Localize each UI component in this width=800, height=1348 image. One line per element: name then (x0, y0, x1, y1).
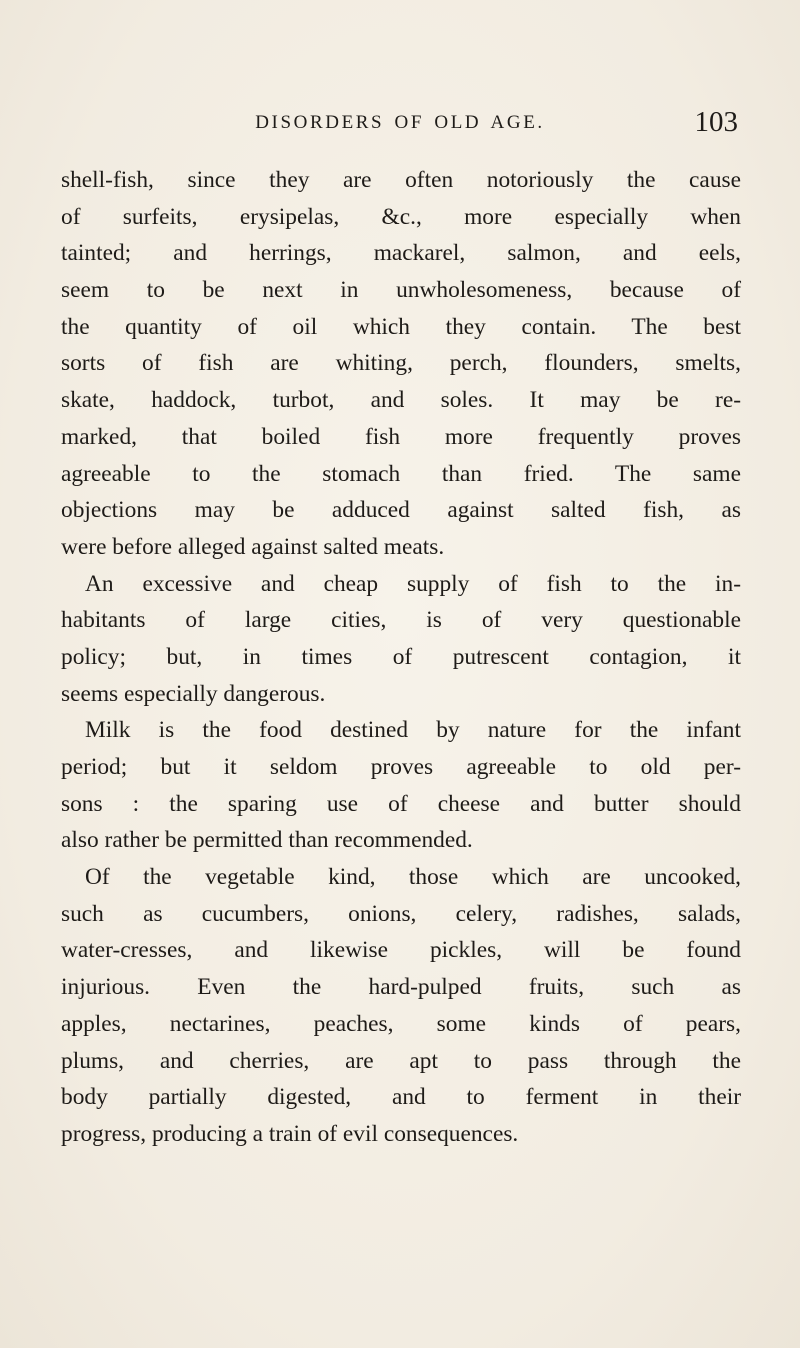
text-line: plums, and cherries, are apt to pass through the (61, 1047, 741, 1074)
text-line: objections may be adduced against salted fish, as (61, 497, 741, 524)
text-line: water-cresses, and likewise pickles, will be found (61, 937, 741, 964)
text-line: were before alleged against salted meats. (61, 533, 445, 560)
text-line: sorts of fish are whiting, perch, flounders, smelts, (61, 350, 741, 377)
text-line: seem to be next in unwholesomeness, because of (61, 277, 741, 304)
text-line: the quantity of oil which they contain. The best (61, 313, 741, 340)
text-line: policy; but, in times of putrescent contagion, it (61, 643, 741, 670)
text-line: shell-fish, since they are often notoriously the cause (61, 167, 741, 193)
text-line: habitants of large cities, is of very questionable (61, 607, 741, 634)
text-line: also rather be permitted than recommended. (61, 827, 473, 854)
text-line: An excessive and cheap supply of fish to the in- (85, 570, 741, 597)
running-head: DISORDERS OF OLD AGE. (255, 112, 545, 133)
paragraph (61, 859, 741, 1153)
text-line: injurious. Even the hard-pulped fruits, such as (61, 974, 741, 1001)
text-line: period; but it seldom proves agreeable to old per- (61, 754, 741, 780)
text-line: agreeable to the stomach than fried. The same (61, 460, 741, 487)
paragraph (61, 712, 741, 859)
page-number: 103 (694, 106, 738, 138)
text-line: seems especially dangerous. (61, 680, 326, 707)
text-line: of surfeits, erysipelas, &c., more especially when (61, 203, 741, 230)
page-header (60, 106, 740, 146)
body-text (61, 162, 741, 1153)
text-line: skate, haddock, turbot, and soles. It may be re- (61, 387, 741, 414)
paragraph (61, 162, 741, 566)
text-line: Milk is the food destined by nature for the infant (85, 717, 741, 744)
text-line: such as cucumbers, onions, celery, radishes, salads, (61, 900, 741, 927)
text-line: tainted; and herrings, mackarel, salmon, and eels, (61, 240, 741, 267)
text-line: apples, nectarines, peaches, some kinds of pears, (61, 1010, 741, 1037)
text-line: sons : the sparing use of cheese and butter should (61, 790, 741, 817)
paragraph (61, 566, 741, 713)
text-line: marked, that boiled fish more frequently proves (61, 423, 741, 450)
text-line: Of the vegetable kind, those which are uncooked, (85, 864, 741, 891)
text-line: body partially digested, and to ferment in their (61, 1084, 741, 1111)
text-line: progress, producing a train of evil consequences. (61, 1120, 519, 1147)
